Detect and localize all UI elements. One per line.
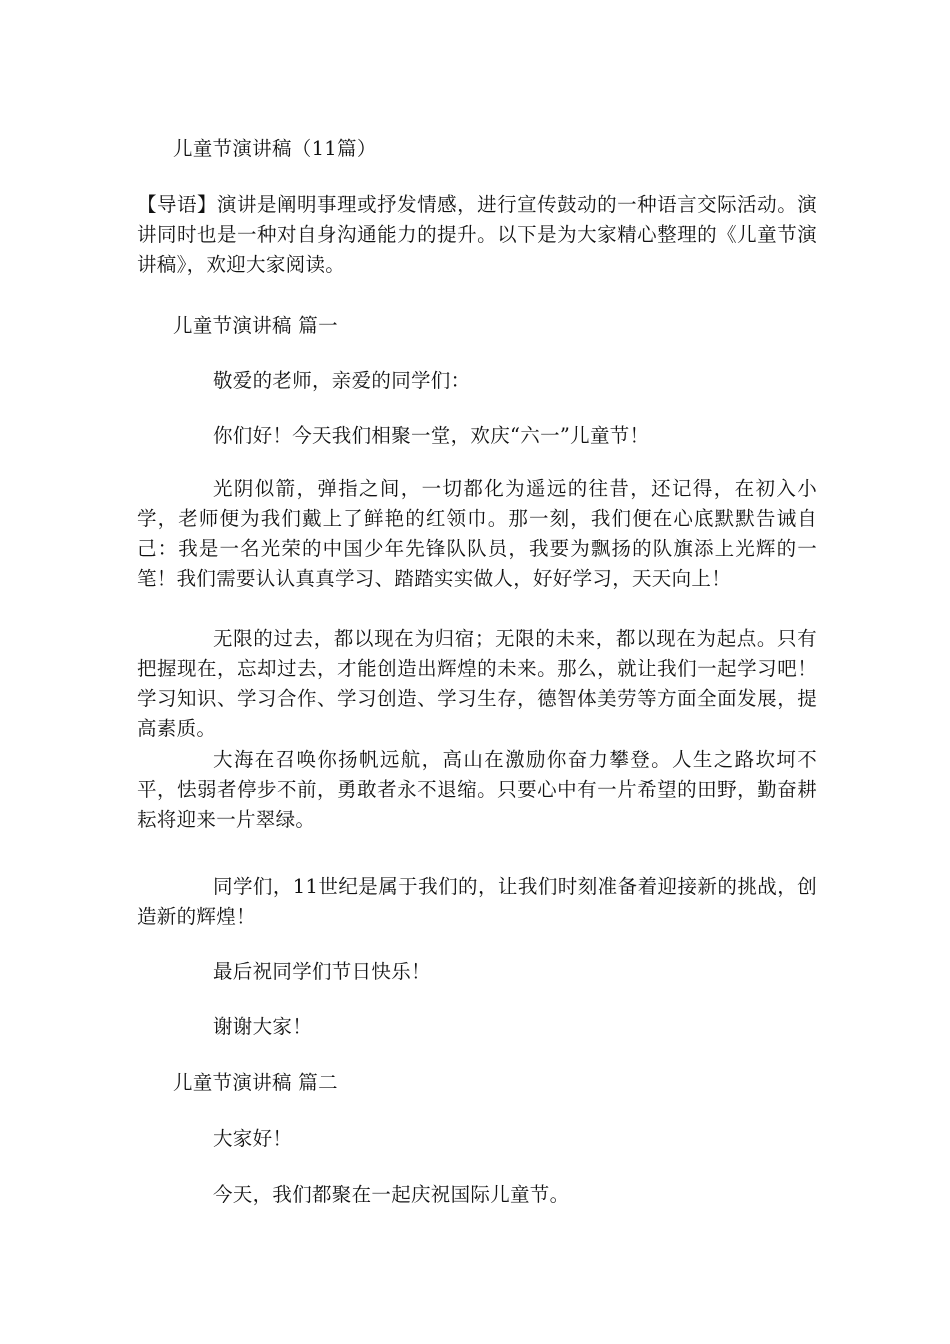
body-paragraph-4: 同学们，11世纪是属于我们的，让我们时刻准备着迎接新的挑战，创造新的辉煌！ (137, 875, 817, 928)
document-title: 儿童节演讲稿（11篇） (173, 137, 377, 160)
section-2-greeting: 大家好！ (213, 1127, 293, 1150)
intro-paragraph: 【导语】演讲是阐明事理或抒发情感，进行宣传鼓动的一种语言交际活动。演讲同时也是一种对自身沟通能力的提升。以下是为大家精心整理的《儿童节演讲稿》，欢迎大家阅读。 (137, 193, 817, 276)
body-paragraph-2: 无限的过去，都以现在为归宿；无限的未来，都以现在为起点。只有把握现在，忘却过去，才能创造出辉煌的未来。那么，就让我们一起学习吧！学习知识、学习合作、学习创造、学习生存，德智体美劳等方面全面发展，提高素质。 (137, 627, 817, 740)
section-heading-2: 儿童节演讲稿 篇二 (173, 1071, 338, 1094)
body-paragraph-1: 光阴似箭，弹指之间，一切都化为遥远的往昔，还记得，在初入小学，老师便为我们戴上了鲜艳的红领巾。那一刻，我们便在心底默默告诫自己：我是一名光荣的中国少年先锋队队员，我要为飘扬的队旗添上光辉的一笔！我们需要认认真真学习、踏踏实实做人，好好学习，天天向上！ (137, 477, 817, 590)
salutation: 敬爱的老师，亲爱的同学们： (213, 369, 471, 392)
section-2-opening: 今天，我们都聚在一起庆祝国际儿童节。 (213, 1183, 570, 1206)
greeting: 你们好！今天我们相聚一堂，欢庆“六一”儿童节！ (213, 424, 650, 447)
closing-thanks: 谢谢大家！ (213, 1015, 313, 1038)
body-paragraph-3: 大海在召唤你扬帆远航，高山在激励你奋力攀登。人生之路坎坷不平，怯弱者停步不前，勇敢者永不退缩。只要心中有一片希望的田野，勤奋耕耘将迎来一片翠绿。 (137, 748, 817, 831)
closing-wish: 最后祝同学们节日快乐！ (213, 960, 431, 983)
section-heading-1: 儿童节演讲稿 篇一 (173, 314, 338, 337)
